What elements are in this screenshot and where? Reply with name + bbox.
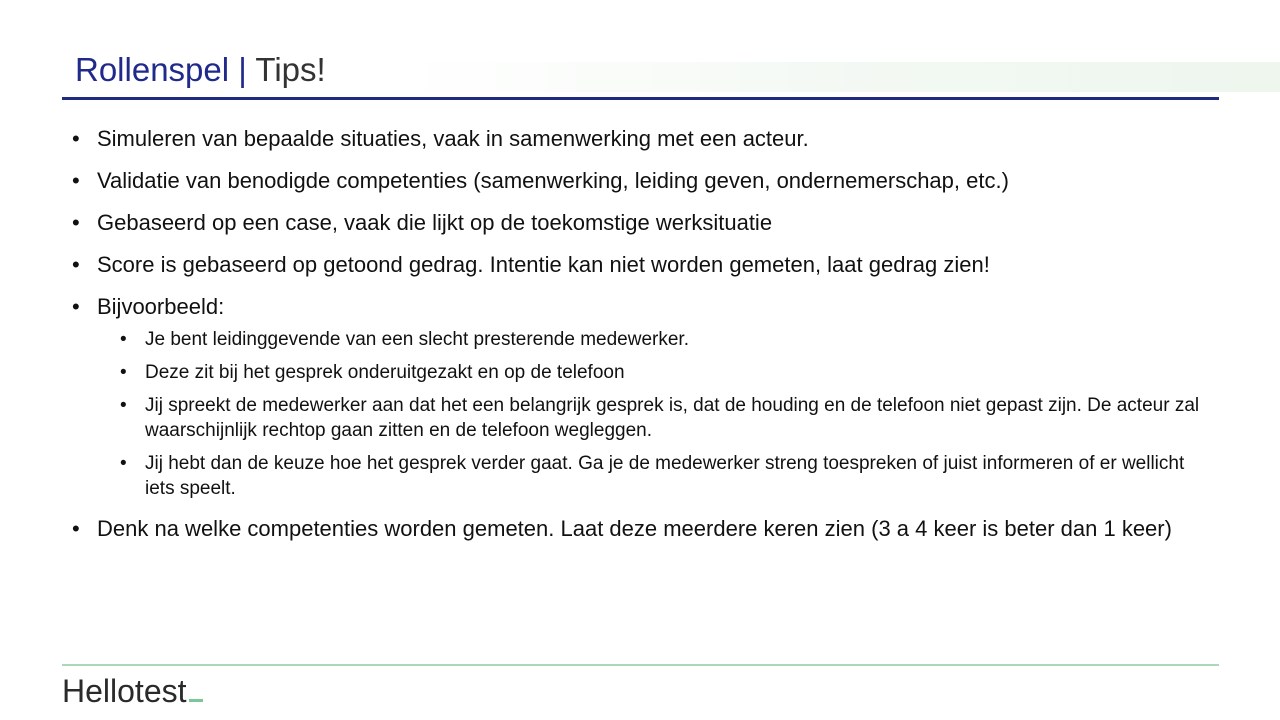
title-divider [62, 97, 1219, 100]
sub-bullet-dot: • [120, 329, 127, 350]
sub-bullet-dot: • [120, 453, 127, 474]
bullet-text: Simuleren van bepaalde situaties, vaak in samenwerking met een acteur. [97, 126, 809, 151]
sub-bullet-item [97, 360, 1212, 385]
bullet-dot: • [72, 294, 80, 319]
bullet-text: Score is gebaseerd op getoond gedrag. Intentie kan niet worden gemeten, laat gedrag zien! [97, 252, 990, 277]
sub-bullet-item [97, 393, 1212, 443]
bullet-item [72, 514, 1212, 543]
bullet-dot: • [72, 168, 80, 193]
sub-bullet-text: Jij hebt dan de keuze hoe het gesprek verder gaat. Ga je de medewerker streng toespreken of juist informeren of er wellicht iets speelt. [145, 453, 1185, 499]
title-highlight-band [400, 62, 1280, 92]
footer-divider [62, 664, 1219, 666]
bullet-dot: • [72, 516, 80, 541]
sub-bullet-text: Je bent leidinggevende van een slecht presterende medewerker. [145, 329, 689, 350]
sub-bullet-item [97, 327, 1212, 352]
bullet-text: Bijvoorbeeld: [97, 294, 225, 319]
bullet-item [72, 166, 1212, 195]
slide-title-separator: | [238, 51, 247, 88]
sub-bullet-dot: • [120, 395, 127, 416]
slide-content [72, 124, 1212, 556]
sub-bullet-list [97, 327, 1212, 501]
sub-bullet-item [97, 451, 1212, 501]
hellotest-logo [62, 672, 203, 710]
bullet-dot: • [72, 210, 80, 235]
bullet-item [72, 208, 1212, 237]
sub-bullet-dot: • [120, 362, 127, 383]
slide-title-main: Rollenspel [75, 51, 230, 88]
slide-title-sub: Tips! [255, 51, 326, 88]
bullet-dot: • [72, 252, 80, 277]
bullet-text: Gebaseerd op een case, vaak die lijkt op de toekomstige werksituatie [97, 210, 773, 235]
bullet-item-example [72, 292, 1212, 501]
bullet-item [72, 250, 1212, 279]
logo-text: Hellotest [62, 673, 187, 709]
bullet-item [72, 124, 1212, 153]
bullet-text: Denk na welke competenties worden gemeten. Laat deze meerdere keren zien (3 a 4 keer is beter dan 1 keer) [97, 516, 1172, 541]
sub-bullet-text: Jij spreekt de medewerker aan dat het een belangrijk gesprek is, dat de houding en de telefoon niet gepast zijn. De acteur zal waarschijnlijk rechtop gaan zitten en de telefoon wegleggen. [145, 395, 1200, 441]
bullet-text: Validatie van benodigde competenties (samenwerking, leiding geven, ondernemerschap, etc.) [97, 168, 1009, 193]
bullet-dot: • [72, 126, 80, 151]
sub-bullet-text: Deze zit bij het gesprek onderuitgezakt en op de telefoon [145, 362, 625, 383]
slide-title [75, 50, 326, 90]
logo-underscore-mark [189, 699, 203, 702]
